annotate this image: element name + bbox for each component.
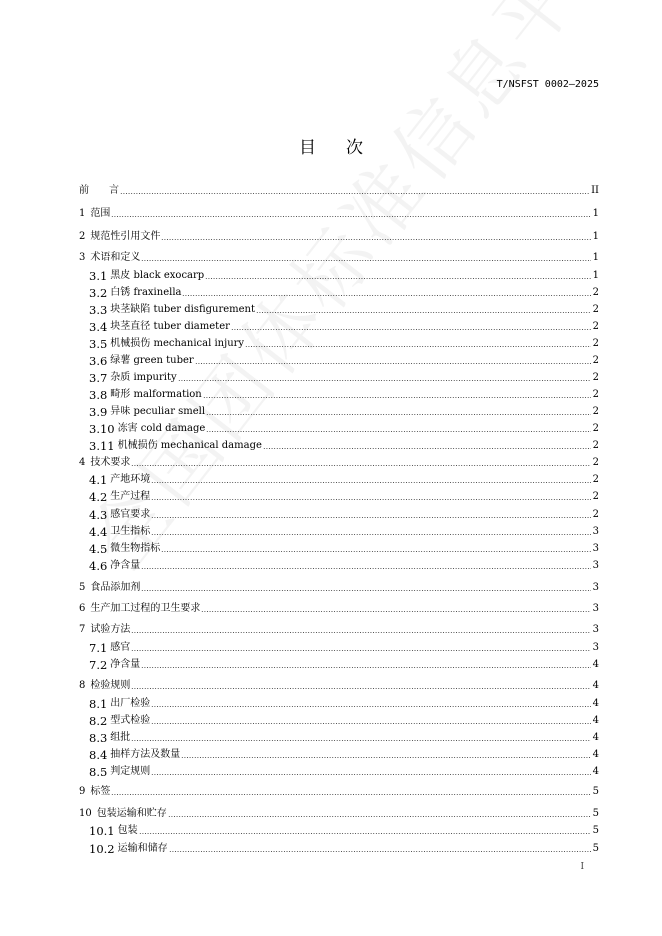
toc-entry-page: 3 <box>592 526 599 537</box>
toc-dot-leader <box>141 666 590 669</box>
toc-entry[interactable] <box>79 806 599 820</box>
toc-entry-page: 2 <box>592 406 599 417</box>
toc-entry-label: 出厂检验 <box>110 698 151 709</box>
toc-dot-leader <box>151 773 590 776</box>
toc-dot-leader <box>141 567 590 570</box>
toc-dot-leader <box>203 396 591 399</box>
toc-entry-page: 4 <box>592 659 599 670</box>
toc-entry[interactable] <box>89 268 599 282</box>
toc-entry-number: 8.3 <box>89 731 108 745</box>
toc-entry-label: 标签 <box>90 786 111 797</box>
toc-entry-number: 3.6 <box>89 354 108 368</box>
toc-entry-page: 2 <box>592 372 599 383</box>
toc-entry-label: 冻害 cold damage <box>117 423 206 434</box>
toc-entry-number: 10.2 <box>89 842 115 856</box>
toc-dot-leader <box>168 815 591 818</box>
toc-entry-number: 4.4 <box>89 525 108 539</box>
toc-dot-leader <box>139 832 591 835</box>
toc-entry-page: 1 <box>592 208 599 219</box>
toc-entry-page: 2 <box>592 304 599 315</box>
toc-entry[interactable] <box>89 823 599 837</box>
toc-dot-leader <box>231 328 591 331</box>
toc-entry-number: 4.6 <box>89 559 108 573</box>
toc-dot-leader <box>111 215 590 218</box>
toc-dot-leader <box>151 533 590 536</box>
toc-dot-leader <box>201 610 590 613</box>
toc-entry-label: 术语和定义 <box>90 252 141 263</box>
toc-entry[interactable] <box>89 841 599 855</box>
page-number: I <box>580 862 584 872</box>
toc-entry-label: 黑皮 black exocarp <box>110 270 205 281</box>
toc-entry-label: 感官 <box>110 642 131 653</box>
toc-entry-label: 畸形 malformation <box>110 389 202 400</box>
toc-entry-number: 8 <box>79 680 86 691</box>
toc-entry-label: 范围 <box>90 208 111 219</box>
toc-entry-label: 净含量 <box>110 659 141 670</box>
toc-entry-number: 8.2 <box>89 714 108 728</box>
toc-entry[interactable] <box>89 713 599 727</box>
toc-entry-label: 组批 <box>110 732 131 743</box>
toc-dot-leader <box>131 687 590 690</box>
toc-entry-label: 检验规则 <box>90 680 131 691</box>
toc-entry-page: 2 <box>592 287 599 298</box>
toc-dot-leader <box>181 756 590 759</box>
toc-entry-label: 生产加工过程的卫生要求 <box>90 603 201 614</box>
toc-entry-number: 3.9 <box>89 405 108 419</box>
toc-entry-number: 3.2 <box>89 286 108 300</box>
toc-dot-leader <box>205 277 590 280</box>
toc-entry-number: 3.7 <box>89 371 108 385</box>
toc-entry-number: 7 <box>79 624 86 635</box>
toc-entry-page: 5 <box>592 825 599 836</box>
toc-entry-number: 7.2 <box>89 658 108 672</box>
toc-entry-page: 4 <box>592 766 599 777</box>
toc-entry-number: 3 <box>79 252 86 263</box>
toc-entry-page: 2 <box>592 423 599 434</box>
toc-dot-leader <box>141 259 590 262</box>
toc-entry-page: 4 <box>592 732 599 743</box>
toc-entry-number: 4 <box>79 457 86 468</box>
toc-entry[interactable] <box>89 285 599 299</box>
toc-entry-page: 3 <box>592 582 599 593</box>
toc-entry-page: 2 <box>592 338 599 349</box>
toc-entry[interactable] <box>89 404 599 418</box>
toc-entry[interactable] <box>89 387 599 401</box>
toc-entry-label: 块茎直径 tuber diameter <box>110 321 230 332</box>
toc-entry-number: 3.10 <box>89 422 115 436</box>
toc-entry-label: 生产过程 <box>110 491 151 502</box>
toc-entry[interactable] <box>89 507 599 521</box>
toc-entry-label: 微生物指标 <box>110 543 161 554</box>
toc-entry-page: 2 <box>592 491 599 502</box>
toc-entry-page: 4 <box>592 698 599 709</box>
toc-dot-leader <box>131 631 590 634</box>
toc-entry-number: 7.1 <box>89 641 108 655</box>
toc-entry[interactable] <box>89 764 599 778</box>
toc-dot-leader <box>141 589 590 592</box>
toc-entry[interactable] <box>79 250 599 264</box>
toc-entry-label: 抽样方法及数量 <box>110 749 181 760</box>
toc-entry-page: 2 <box>592 355 599 366</box>
toc-entry-number: 9 <box>79 786 86 797</box>
toc-entry-label: 包装运输和贮存 <box>96 808 167 819</box>
toc-entry[interactable] <box>89 747 599 761</box>
toc-entry-page: 3 <box>592 642 599 653</box>
toc-entry[interactable] <box>89 353 599 367</box>
toc-entry-label: 判定规则 <box>110 766 151 777</box>
toc-entry[interactable] <box>79 784 599 798</box>
toc-entry-page: 4 <box>592 715 599 726</box>
toc-dot-leader <box>131 739 590 742</box>
toc-dot-leader <box>120 192 589 195</box>
toc-entry[interactable] <box>89 657 599 671</box>
toc-entry[interactable] <box>79 601 599 615</box>
toc-entry[interactable] <box>89 489 599 503</box>
toc-entry[interactable] <box>89 524 599 538</box>
toc-entry[interactable] <box>79 580 599 594</box>
toc-entry-number: 10.1 <box>89 824 115 838</box>
toc-entry-page: 4 <box>592 680 599 691</box>
toc-dot-leader <box>111 793 590 796</box>
toc-entry-label: 卫生指标 <box>110 526 151 537</box>
toc-entry-page: 5 <box>592 808 599 819</box>
toc-entry-page: 1 <box>592 231 599 242</box>
toc-entry-page: 2 <box>592 457 599 468</box>
toc-entry-number: 3.11 <box>89 439 115 453</box>
toc-entry-number: 3.1 <box>89 269 108 283</box>
toc-entry-page: 5 <box>592 786 599 797</box>
toc-dot-leader <box>151 481 590 484</box>
toc-entry[interactable] <box>89 696 599 710</box>
toc-entry[interactable] <box>89 302 599 316</box>
toc-entry[interactable] <box>79 206 599 220</box>
toc-entry-page: 3 <box>592 560 599 571</box>
toc-dot-leader <box>161 238 590 241</box>
toc-entry[interactable] <box>79 622 599 636</box>
toc-entry[interactable] <box>79 455 599 469</box>
toc-entry-label: 净含量 <box>110 560 141 571</box>
toc-entry-label: 运输和储存 <box>117 843 168 854</box>
toc-entry-page: 4 <box>592 749 599 760</box>
toc-entry-label: 规范性引用文件 <box>90 231 161 242</box>
toc-entry[interactable] <box>79 183 599 197</box>
toc-entry-label: 机械损伤 mechanical damage <box>117 440 262 451</box>
toc-entry-page: 2 <box>592 321 599 332</box>
toc-entry-page: 2 <box>592 389 599 400</box>
toc-entry[interactable] <box>89 558 599 572</box>
toc-entry-number: 8.1 <box>89 697 108 711</box>
toc-entry-label: 白锈 fraxinella <box>110 287 182 298</box>
toc-dot-leader <box>151 498 590 501</box>
toc-dot-leader <box>182 294 590 297</box>
toc-entry-number: 2 <box>79 231 86 242</box>
toc-entry-label: 异味 peculiar smell <box>110 406 206 417</box>
toc-entry-number: 8.5 <box>89 765 108 779</box>
toc-entry-label: 前 言 <box>79 185 119 196</box>
toc-entry-number: 10 <box>79 808 92 819</box>
toc-entry[interactable] <box>89 438 599 452</box>
toc-entry-page: II <box>591 185 599 196</box>
toc-dot-leader <box>245 345 591 348</box>
toc-entry-label: 包装 <box>117 825 138 836</box>
toc-entry-number: 5 <box>79 582 86 593</box>
toc-entry-page: 1 <box>592 252 599 263</box>
toc-dot-leader <box>263 447 591 450</box>
toc-entry-label: 杂质 impurity <box>110 372 177 383</box>
toc-entry-label: 感官要求 <box>110 509 151 520</box>
toc-dot-leader <box>151 705 590 708</box>
toc-entry-label: 型式检验 <box>110 715 151 726</box>
toc-entry[interactable] <box>89 421 599 435</box>
toc-dot-leader <box>161 550 590 553</box>
toc-entry-label: 技术要求 <box>90 457 131 468</box>
toc-entry-number: 8.4 <box>89 748 108 762</box>
toc-entry-page: 3 <box>592 543 599 554</box>
toc-entry-number: 3.4 <box>89 320 108 334</box>
toc-dot-leader <box>151 722 590 725</box>
toc-entry-number: 3.8 <box>89 388 108 402</box>
toc-dot-leader <box>206 413 591 416</box>
toc-entry-page: 5 <box>592 843 599 854</box>
toc-entry-label: 机械损伤 mechanical injury <box>110 338 245 349</box>
toc-entry-number: 4.5 <box>89 542 108 556</box>
toc-entry[interactable] <box>89 640 599 654</box>
toc-entry[interactable] <box>79 678 599 692</box>
toc-entry[interactable] <box>89 472 599 486</box>
toc-dot-leader <box>169 850 591 853</box>
toc-entry-page: 3 <box>592 624 599 635</box>
toc-entry-page: 2 <box>592 474 599 485</box>
toc-entry-page: 2 <box>592 509 599 520</box>
toc-dot-leader <box>206 430 590 433</box>
toc-entry-page: 2 <box>592 440 599 451</box>
page-title: 目次 <box>299 138 393 158</box>
toc-entry[interactable] <box>79 229 599 243</box>
toc-entry-label: 块茎缺陷 tuber disfigurement <box>110 304 256 315</box>
toc-entry-number: 3.3 <box>89 303 108 317</box>
toc-dot-leader <box>131 464 590 467</box>
toc-entry[interactable] <box>89 541 599 555</box>
toc-entry-label: 试验方法 <box>90 624 131 635</box>
toc-entry-label: 产地环境 <box>110 474 151 485</box>
toc-entry[interactable] <box>89 370 599 384</box>
toc-dot-leader <box>195 362 591 365</box>
toc-entry-page: 3 <box>592 603 599 614</box>
toc-entry-number: 4.2 <box>89 490 108 504</box>
toc-entry-number: 1 <box>79 208 86 219</box>
toc-entry-number: 6 <box>79 603 86 614</box>
toc-entry-page: 1 <box>592 270 599 281</box>
toc-entry[interactable] <box>89 319 599 333</box>
toc-dot-leader <box>131 649 590 652</box>
toc-entry-label: 食品添加剂 <box>90 582 141 593</box>
toc-dot-leader <box>178 379 591 382</box>
toc-entry-number: 4.1 <box>89 473 108 487</box>
toc-entry[interactable] <box>89 336 599 350</box>
toc-entry[interactable] <box>89 730 599 744</box>
standard-code: T/NSFST 0002—2025 <box>496 79 599 90</box>
toc-entry-label: 绿薯 green tuber <box>110 355 194 366</box>
toc-dot-leader <box>256 311 591 314</box>
toc-dot-leader <box>151 516 590 519</box>
toc-entry-number: 4.3 <box>89 508 108 522</box>
toc-entry-number: 3.5 <box>89 337 108 351</box>
